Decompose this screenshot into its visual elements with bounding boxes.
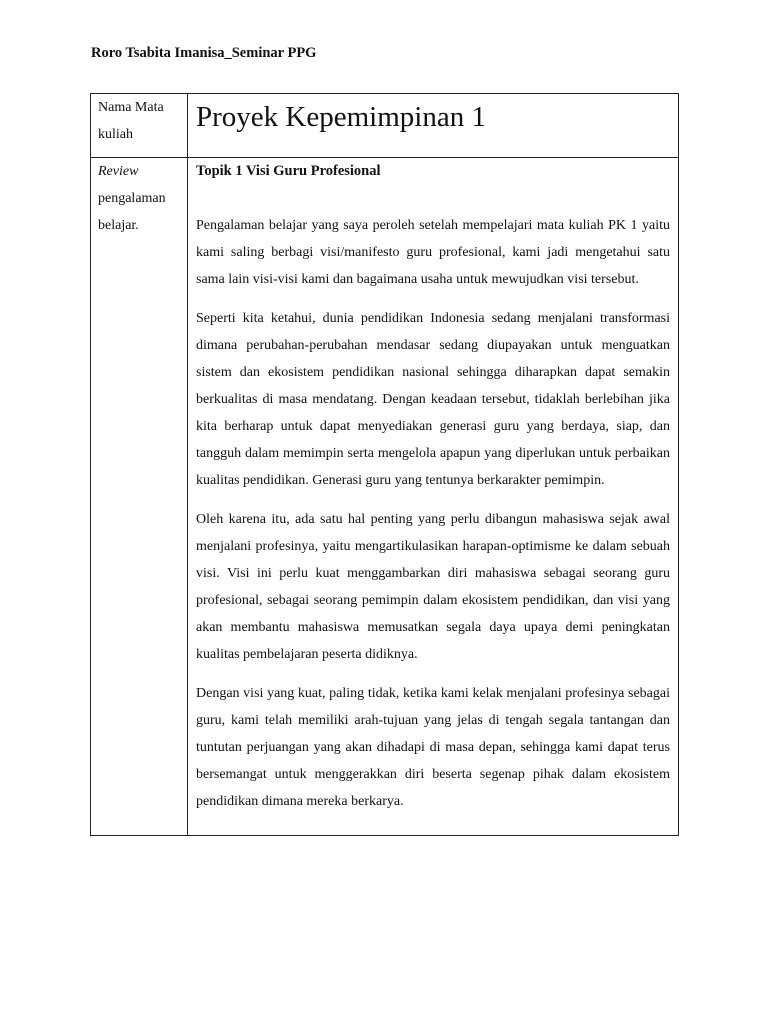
review-label <box>91 158 188 836</box>
review-label-rest: pengalaman belajar. <box>98 191 166 233</box>
course-table <box>90 93 679 836</box>
review-content <box>188 158 679 836</box>
table-row-review <box>91 158 679 836</box>
document-header: Roro Tsabita Imanisa_Seminar PPG <box>91 45 317 61</box>
topic-heading: Topik 1 Visi Guru Profesional <box>196 163 381 179</box>
paragraph-2: Seperti kita ketahui, dunia pendidikan Indonesia sedang menjalani transformasi dimana perubahan-perubahan mendasar sedang diupayakan untuk menguatkan sistem dan ekosistem pendidikan nasional sehingga diharapkan dapat semakin berkualitas di masa mendatang. Dengan keadaan tersebut, tidaklah berlebihan jika kita berharap untuk dapat menyediakan generasi guru yang berdaya, siap, dan tangguh dalam memimpin serta mengelola apapun yang diperlukan untuk perbaikan kualitas pendidikan. Generasi guru yang tentunya berkarakter pemimpin. <box>196 311 670 488</box>
paragraph-1: Pengalaman belajar yang saya peroleh setelah mempelajari mata kuliah PK 1 yaitu kami saling berbagi visi/manifesto guru profesional, kami jadi mengetahui satu sama lain visi-visi kami dan bagaimana usaha untuk mewujudkan visi tersebut. <box>196 218 670 287</box>
course-title: Proyek Kepemimpinan 1 <box>188 94 679 158</box>
paragraph-4: Dengan visi yang kuat, paling tidak, ketika kami kelak menjalani profesinya sebagai guru, kami telah memiliki arah-tujuan yang jelas di tengah segala tantangan dan tuntutan perjuangan yang akan dihadapi di masa depan, sehingga kami dapat terus bersemangat untuk menggerakkan diri beserta segenap pihak dalam ekosistem pendidikan dimana mereka berkarya. <box>196 686 670 809</box>
course-name-label: Nama Mata kuliah <box>91 94 188 158</box>
table-row-course-name <box>91 94 679 158</box>
paragraph-3: Oleh karena itu, ada satu hal penting yang perlu dibangun mahasiswa sejak awal menjalani profesinya, yaitu mengartikulasikan harapan-optimisme ke dalam sebuah visi. Visi ini perlu kuat menggambarkan diri mahasiswa sebagai seorang guru profesional, sebagai seorang pemimpin dalam ekosistem pendidikan, dan visi yang akan membantu mahasiswa memusatkan segala daya upaya demi peningkatan kualitas pembelajaran peserta didiknya. <box>196 512 670 662</box>
review-label-italic: Review <box>98 164 139 179</box>
